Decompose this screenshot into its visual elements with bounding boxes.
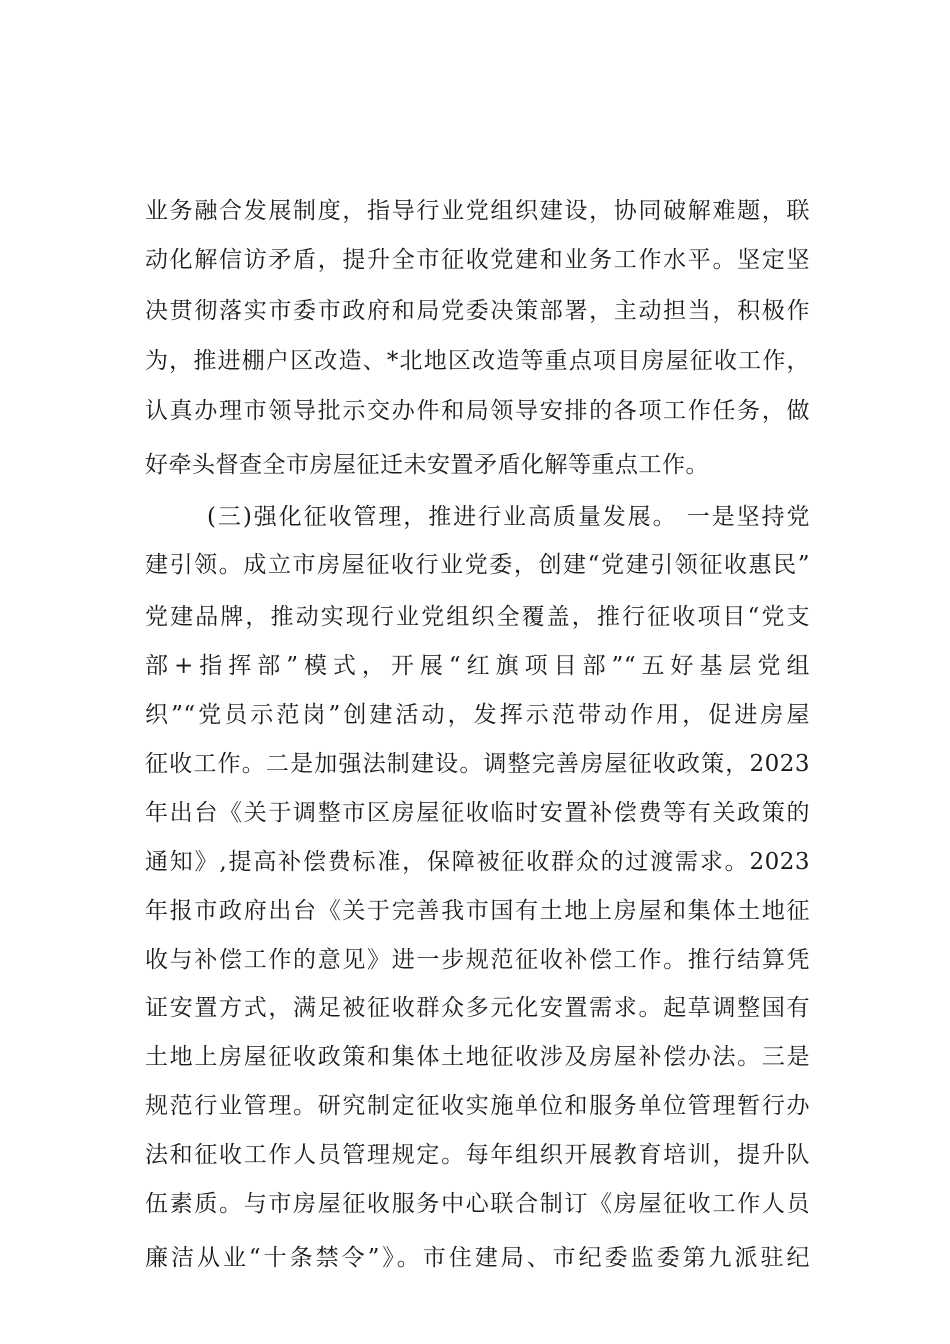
text-line: 征收工作。二是加强法制建设。调整完善房屋征收政策，2023 (145, 751, 810, 777)
text-line: 为，推进棚户区改造、*北地区改造等重点项目房屋征收工作， (145, 348, 810, 374)
text-line: 收与补偿工作的意见》进一步规范征收补偿工作。推行结算凭 (145, 947, 810, 973)
text-line: 决贯彻落实市委市政府和局党委决策部署，主动担当，积极作 (145, 298, 810, 324)
text-line: 建引领。成立市房屋征收行业党委，创建“党建引领征收惠民” (145, 552, 810, 578)
text-line: 织”“党员示范岗”创建活动，发挥示范带动作用，促进房屋 (145, 702, 810, 728)
text-line: 证安置方式，满足被征收群众多元化安置需求。起草调整国有 (145, 995, 810, 1021)
text-line: 年出台《关于调整市区房屋征收临时安置补偿费等有关政策的 (145, 800, 810, 826)
text-line: 廉洁从业“十条禁令”》。市住建局、市纪委监委第九派驻纪 (145, 1245, 810, 1271)
text-line: 部+指挥部”模式，开展“红旗项目部”“五好基层党组 (145, 653, 810, 679)
text-line: 年报市政府出台《关于完善我市国有土地上房屋和集体土地征 (145, 898, 810, 924)
text-line: 伍素质。与市房屋征收服务中心联合制订《房屋征收工作人员 (145, 1191, 810, 1217)
text-line: 认真办理市领导批示交办件和局领导安排的各项工作任务，做 (145, 398, 810, 424)
text-line: 通知》,提高补偿费标准，保障被征收群众的过渡需求。2023 (145, 849, 810, 875)
text-line: 业务融合发展制度，指导行业党组织建设，协同破解难题，联 (145, 198, 810, 224)
text-line: 党建品牌，推动实现行业党组织全覆盖，推行征收项目“党支 (145, 604, 810, 630)
text-line: 法和征收工作人员管理规定。每年组织开展教育培训，提升队 (145, 1142, 810, 1168)
text-line: 土地上房屋征收政策和集体土地征收涉及房屋补偿办法。三是 (145, 1044, 810, 1070)
text-line: 动化解信访矛盾，提升全市征收党建和业务工作水平。坚定坚 (145, 247, 810, 273)
text-line: 好牵头督查全市房屋征迁未安置矛盾化解等重点工作。 (145, 452, 709, 478)
text-line: 规范行业管理。研究制定征收实施单位和服务单位管理暂行办 (145, 1093, 810, 1119)
section-heading-line: (三)强化征收管理，推进行业高质量发展。 一是坚持党 (207, 504, 810, 530)
